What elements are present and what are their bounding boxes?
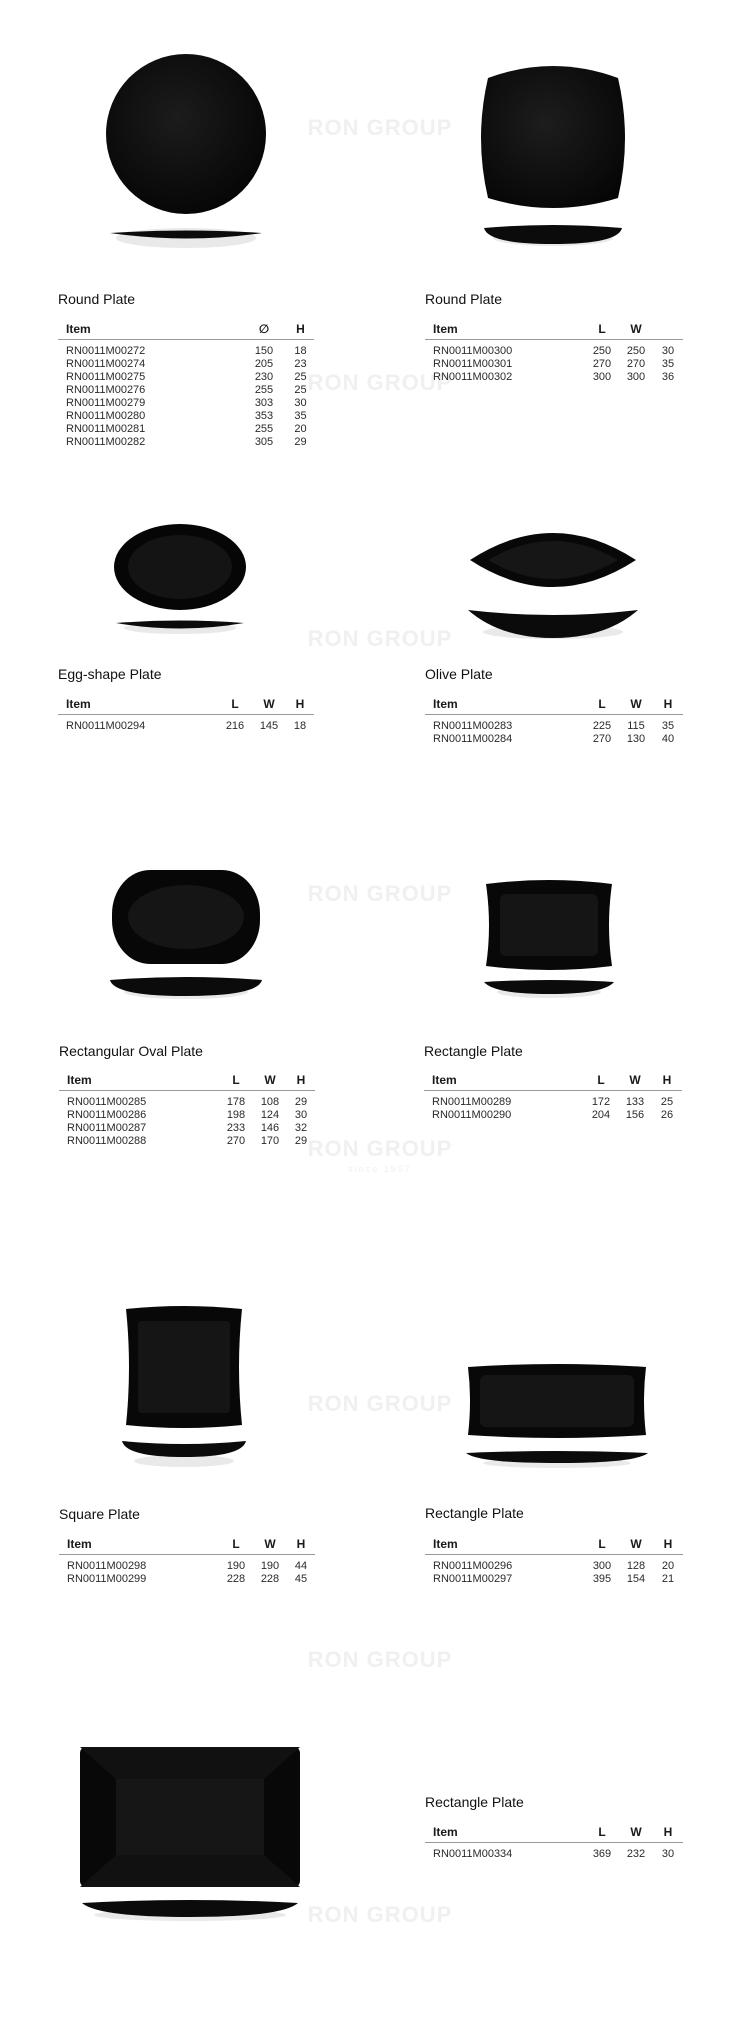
table-row: RN0011M00299 228 228 45: [67, 1573, 308, 1585]
watermark: RON GROUP: [307, 626, 453, 651]
table-row: RN0011M00294 216 145 18: [66, 720, 307, 732]
watermark-sub: since 1997: [348, 1164, 412, 1174]
round-plate-photo: [100, 50, 270, 250]
table-row: RN0011M00297 395 154 21: [433, 1573, 675, 1585]
rectangular-oval-plate-photo: [108, 868, 264, 1002]
rectangle-plate-photo: [484, 880, 614, 1000]
column-header-h: [653, 322, 683, 340]
column-header-h: H: [286, 697, 314, 715]
watermark: RON GROUP: [307, 370, 453, 395]
column-header-l: L: [585, 1537, 619, 1555]
spec-table: [425, 1537, 683, 1586]
column-header-h: H: [652, 1073, 682, 1091]
spec-table: [424, 1073, 682, 1122]
column-header-h: H: [653, 1825, 683, 1843]
column-header-item: Item: [425, 697, 585, 715]
column-header-w: W: [619, 1825, 653, 1843]
square-plate-photo: [122, 1305, 246, 1469]
table-row: RN0011M00280 353 35: [66, 410, 307, 422]
column-header-w: W: [619, 322, 653, 340]
product-title: Rectangular Oval Plate: [59, 1043, 203, 1059]
column-header-item: Item: [425, 322, 585, 340]
table-row: RN0011M00302 300 300 36: [433, 371, 675, 383]
spec-table: [58, 322, 314, 449]
column-header-item: Item: [59, 1537, 219, 1555]
column-header-l: L: [585, 697, 619, 715]
column-header-w: W: [252, 697, 286, 715]
watermark: RON GROUP: [307, 1902, 453, 1927]
column-header-l: L: [584, 1073, 618, 1091]
spec-table: [425, 1825, 683, 1861]
watermark: RON GROUP: [307, 1647, 453, 1672]
round-square-plate-photo: [478, 58, 628, 248]
spec-table: [425, 322, 683, 384]
olive-plate-photo: [466, 518, 640, 642]
product-title: Rectangle Plate: [425, 1794, 524, 1810]
column-header-w: W: [253, 1073, 287, 1091]
table-row: RN0011M00275 230 25: [66, 371, 307, 383]
table-row: RN0011M00285 178 108 29: [67, 1096, 308, 1108]
table-row: RN0011M00284 270 130 40: [433, 733, 675, 745]
table-row: RN0011M00287 233 146 32: [67, 1122, 308, 1134]
watermark: RON GROUP: [307, 1391, 453, 1416]
table-row: RN0011M00279 303 30: [66, 397, 307, 409]
table-row: RN0011M00289 172 133 25: [432, 1096, 674, 1108]
spec-table: [425, 697, 683, 746]
large-rectangle-plate-photo: [78, 1745, 302, 1923]
column-header-w: W: [619, 1537, 653, 1555]
table-row: RN0011M00288 270 170 29: [67, 1135, 308, 1147]
column-header-item: Item: [58, 697, 218, 715]
product-title: Rectangle Plate: [424, 1043, 523, 1059]
diameter-icon: ∅: [241, 322, 287, 340]
egg-shape-plate-photo: [112, 520, 248, 636]
watermark: RON GROUP: [307, 115, 453, 140]
table-row: RN0011M00272 150 18: [66, 345, 307, 357]
column-header-item: Item: [425, 1537, 585, 1555]
column-header-l: L: [585, 1825, 619, 1843]
table-row: RN0011M00281 255 20: [66, 423, 307, 435]
column-header-w: W: [253, 1537, 287, 1555]
column-header-l: L: [218, 697, 252, 715]
column-header-item: Item: [58, 322, 241, 340]
watermark: RON GROUP: [307, 881, 453, 906]
column-header-h: H: [653, 1537, 683, 1555]
long-rectangle-plate-photo: [466, 1365, 648, 1469]
table-row: RN0011M00300 250 250 30: [433, 345, 675, 357]
product-title: Round Plate: [425, 291, 503, 307]
product-title: Square Plate: [59, 1506, 140, 1522]
table-row: RN0011M00282 305 29: [66, 436, 307, 448]
column-header-w: W: [619, 697, 653, 715]
table-row: RN0011M00301 270 270 35: [433, 358, 675, 370]
column-header-h: H: [287, 1537, 315, 1555]
table-row: RN0011M00274 205 23: [66, 358, 307, 370]
spec-table: [58, 697, 314, 733]
column-header-l: L: [219, 1537, 253, 1555]
product-title: Olive Plate: [425, 666, 493, 682]
spec-table: [59, 1537, 315, 1586]
column-header-h: H: [287, 1073, 315, 1091]
table-row: RN0011M00334 369 232 30: [433, 1848, 675, 1860]
product-title: Round Plate: [58, 291, 136, 307]
table-row: RN0011M00286 198 124 30: [67, 1109, 308, 1121]
column-header-h: H: [287, 322, 314, 340]
table-row: RN0011M00298 190 190 44: [67, 1560, 308, 1572]
column-header-w: W: [618, 1073, 652, 1091]
column-header-item: Item: [425, 1825, 585, 1843]
column-header-l: L: [219, 1073, 253, 1091]
table-row: RN0011M00283 225 115 35: [433, 720, 675, 732]
product-title: Egg-shape Plate: [58, 666, 162, 682]
table-row: RN0011M00290 204 156 26: [432, 1109, 674, 1121]
column-header-h: H: [653, 697, 683, 715]
watermark: RON GROUP: [307, 1136, 453, 1161]
column-header-l: L: [585, 322, 619, 340]
column-header-item: Item: [59, 1073, 219, 1091]
spec-table: [59, 1073, 315, 1148]
table-row: RN0011M00296 300 128 20: [433, 1560, 675, 1572]
product-title: Rectangle Plate: [425, 1505, 524, 1521]
table-row: RN0011M00276 255 25: [66, 384, 307, 396]
column-header-item: Item: [424, 1073, 584, 1091]
